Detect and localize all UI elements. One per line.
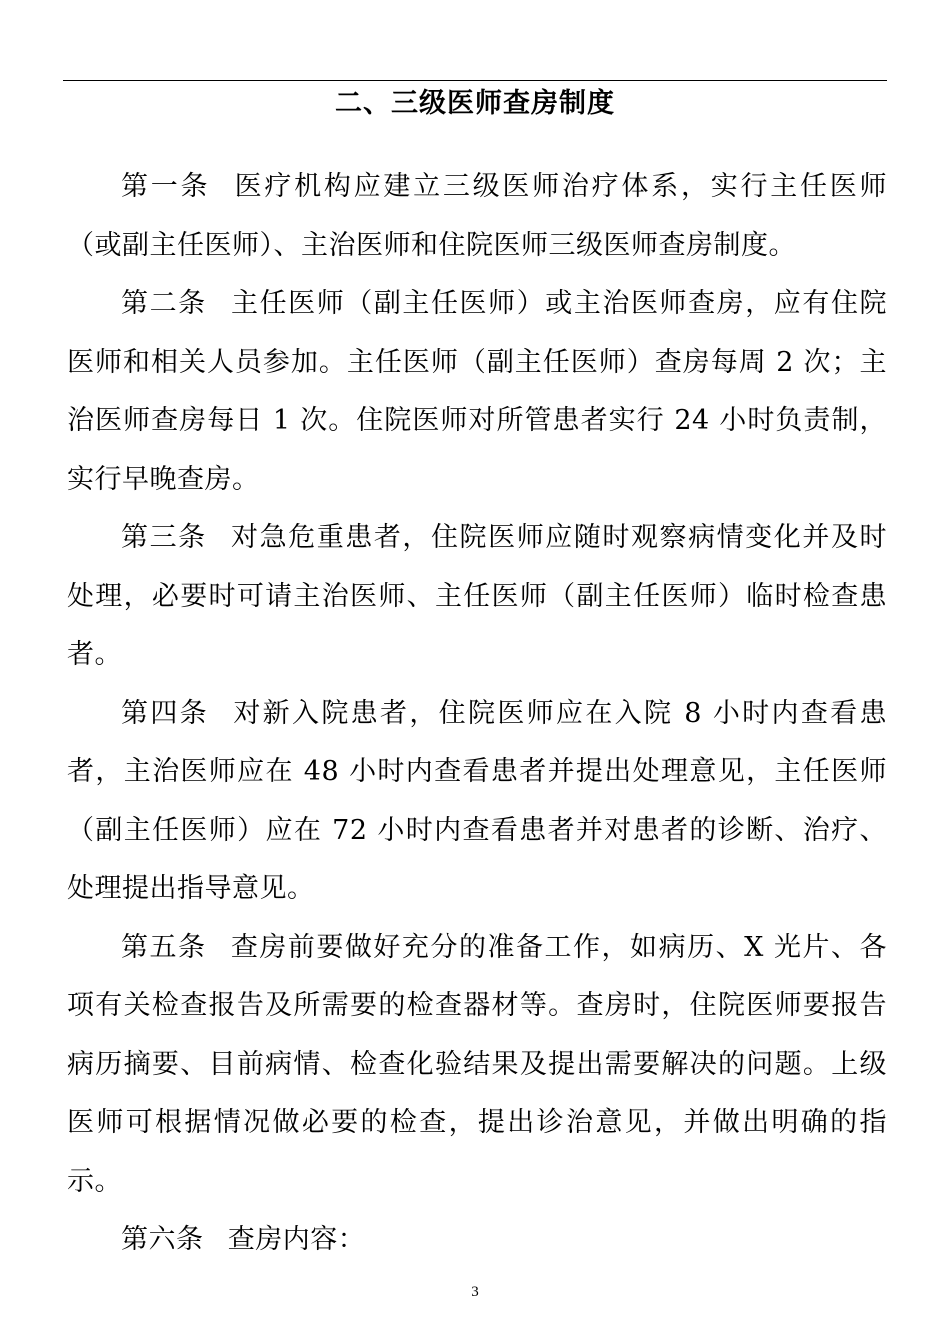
article-label: 第六条: [121, 1224, 204, 1255]
article-4: [67, 685, 887, 919]
article-text: 查房前要做好充分的准备工作，如病历、X 光片、各项有关检查报告及所需要的检查器材等。查房时，住院医师要报告病历摘要、目前病情、检查化验结果及提出需要解决的问题。上级医师可根据情况做必要的检查，提出诊治意见，并做出明确的指示。: [67, 931, 887, 1197]
page-title: 二、三级医师查房制度: [335, 88, 615, 119]
document-body: [67, 158, 887, 1270]
article-label: 第二条: [121, 288, 207, 319]
article-1: [67, 158, 887, 275]
article-label: 第一条: [121, 171, 211, 202]
article-6: [67, 1211, 887, 1270]
article-text: 对新入院患者，住院医师应在入院 8 小时内查看患者，主治医师应在 48 小时内查看患者并提出处理意见，主任医师（副主任医师）应在 72 小时内查看患者并对患者的诊断、治疗、处理提出指导意见。: [67, 697, 888, 904]
article-3: [67, 509, 887, 685]
article-label: 第五条: [121, 931, 207, 963]
article-5: [67, 919, 887, 1212]
article-label: 第三条: [121, 522, 207, 553]
article-label: 第四条: [121, 697, 210, 729]
article-text: 对急危重患者，住院医师应随时观察病情变化并及时处理，必要时可请主治医师、主任医师（副主任医师）临时检查患者。: [67, 522, 888, 670]
article-text: 查房内容：: [227, 1224, 366, 1255]
article-2: [67, 275, 887, 509]
article-text: 主任医师（副主任医师）或主治医师查房，应有住院医师和相关人员参加。主任医师（副主任医师）查房每周 2 次；主治医师查房每日 1 次。住院医师对所管患者实行 24 小时负责制，实行早晚查房。: [67, 288, 888, 495]
header-rule: [63, 80, 887, 81]
page-number: 3: [471, 1284, 479, 1300]
article-text: 医疗机构应建立三级医师治疗体系，实行主任医师（或副主任医师）、主治医师和住院医师三级医师查房制度。: [67, 171, 888, 261]
